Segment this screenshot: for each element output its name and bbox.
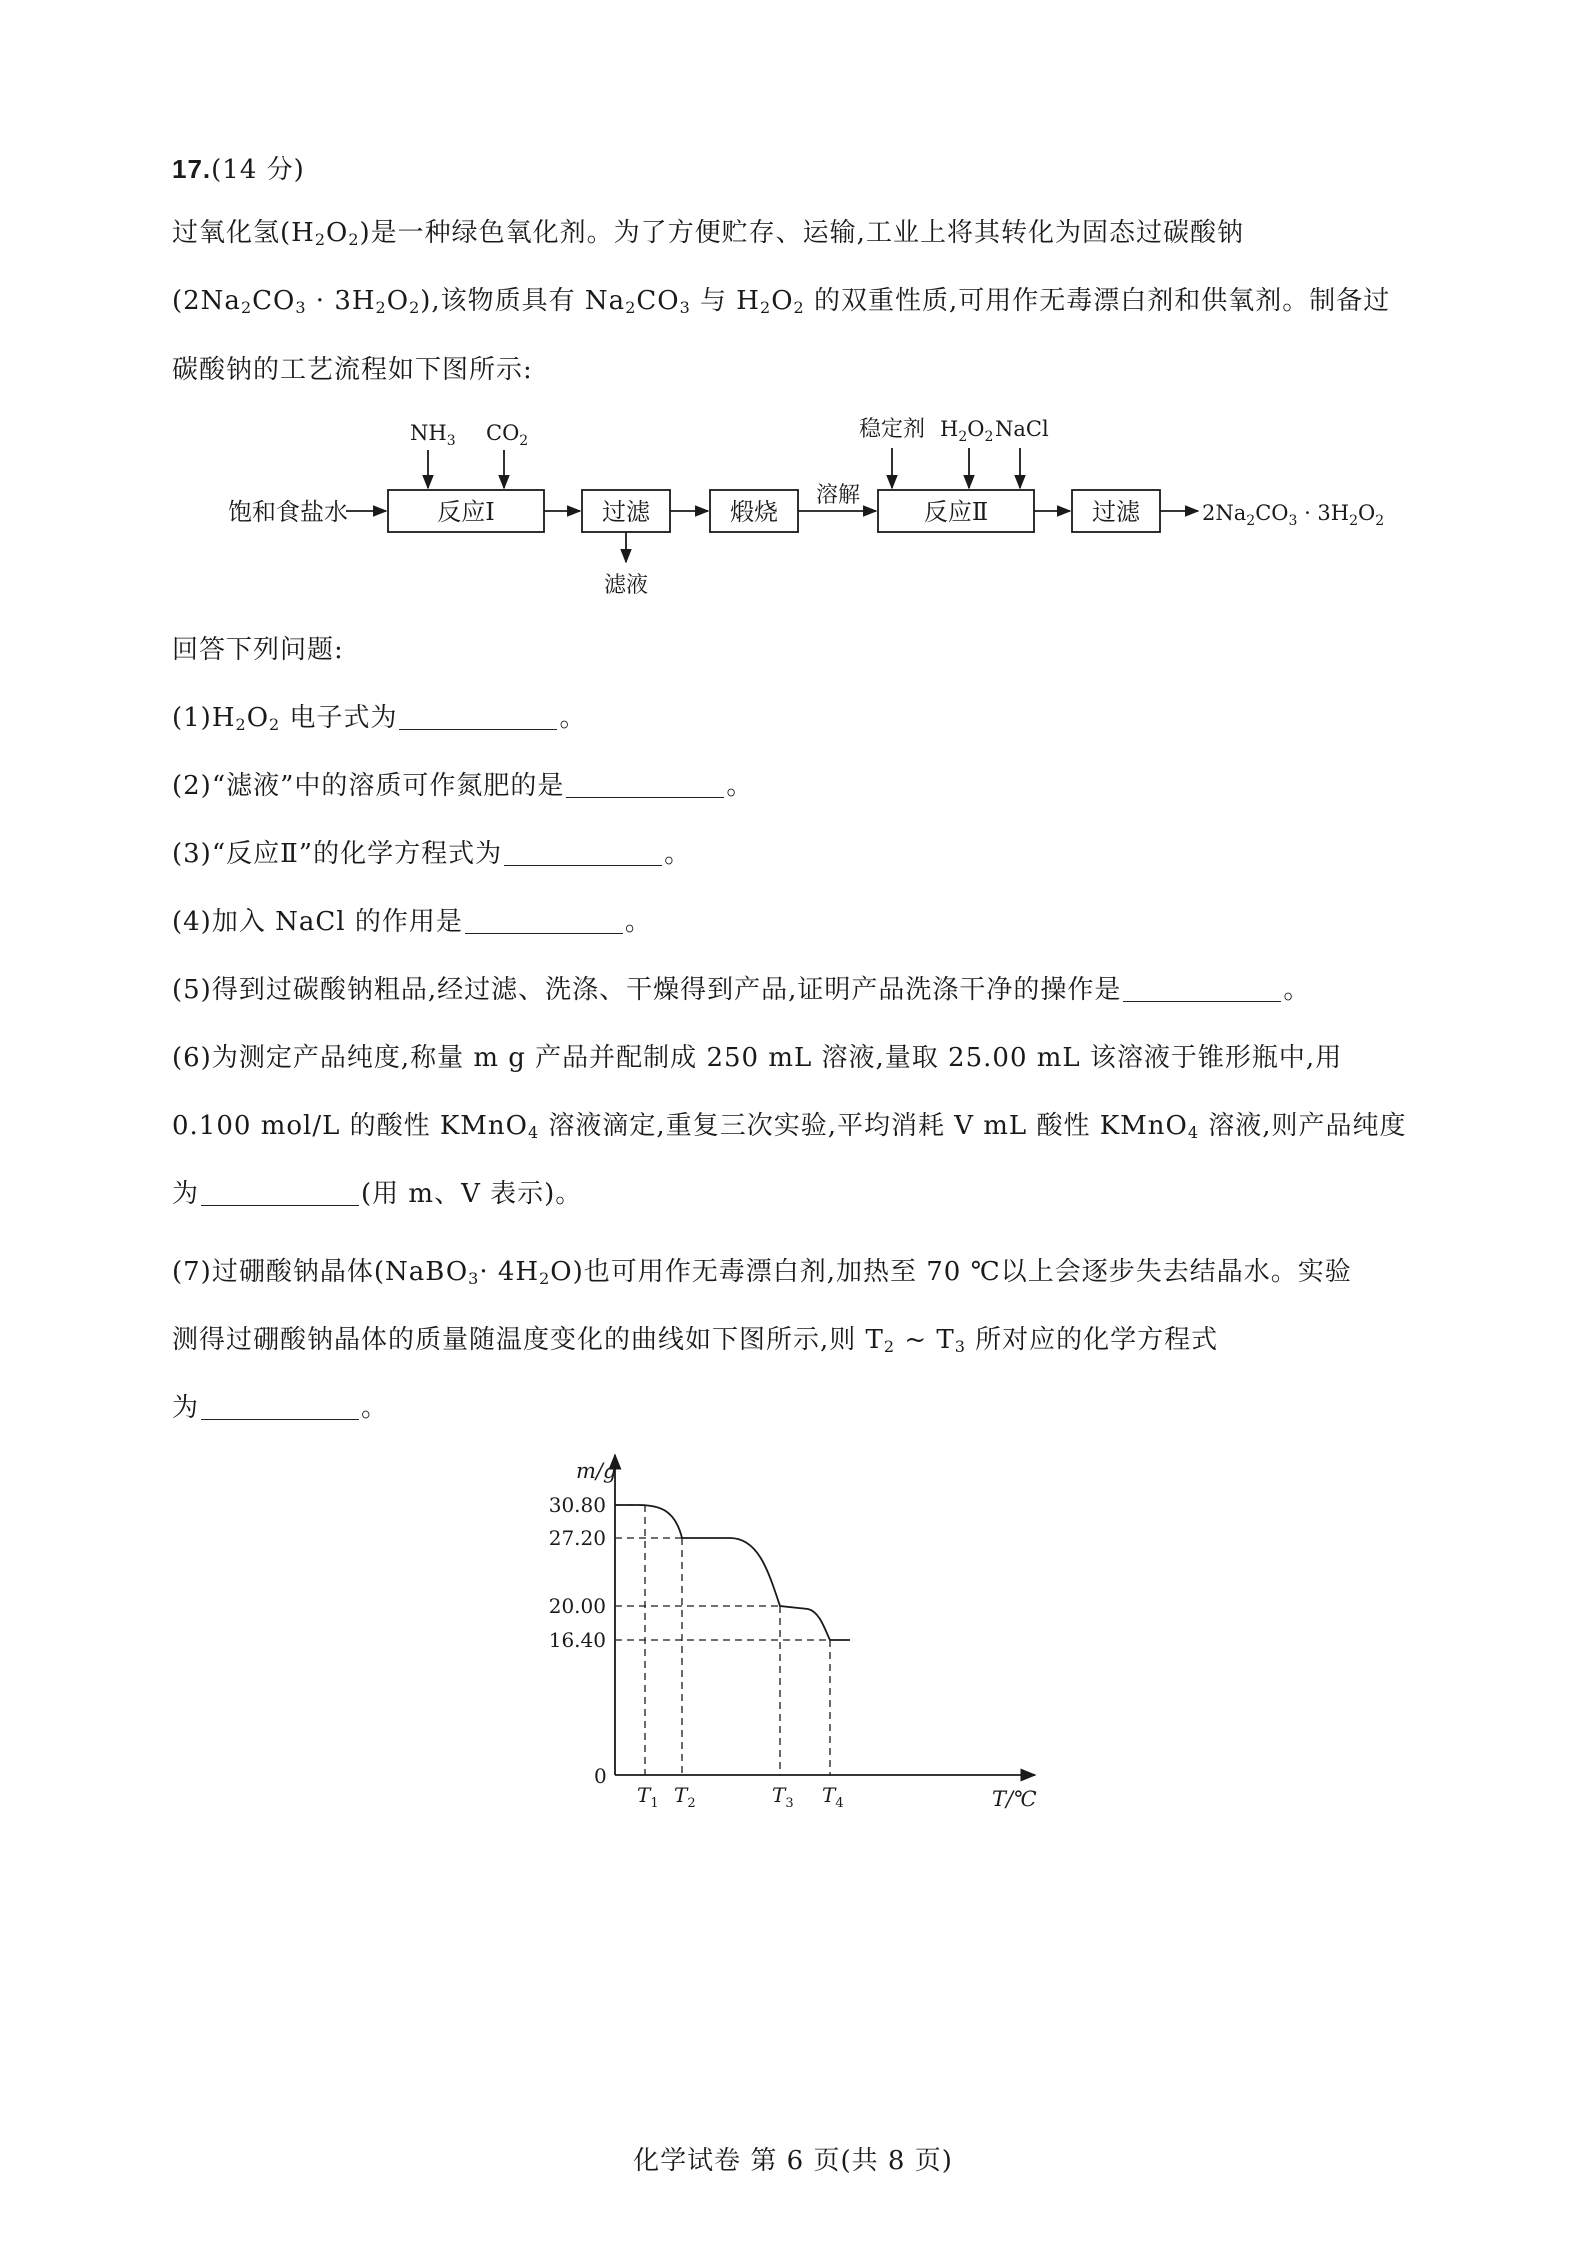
text: 。 [624,907,652,937]
sub: 2 [1375,513,1385,529]
sub: 2 [240,298,253,317]
origin-label: 0 [594,1764,607,1788]
sub: 2 [625,298,637,317]
item-1 [172,700,587,736]
text: O [386,286,410,316]
text: 碳酸钠的工艺流程如下图所示: [172,355,533,385]
mass-curve [615,1505,850,1640]
y-tick-label: 20.00 [548,1594,606,1618]
text: 为 [172,1179,200,1209]
intro-line-1 [172,215,1244,251]
sub: 2 [539,1269,551,1288]
label-dissolve: 溶解 [815,483,861,508]
y-axis-label: m/g [576,1459,617,1483]
sub: 3 [679,298,691,317]
label-nh3 [410,421,456,449]
text: O [771,286,794,316]
sub: 2 [1349,513,1359,529]
y-tick-label: 27.20 [548,1526,606,1550]
item-5 [172,972,1310,1008]
text: O)也可用作无毒漂白剂,加热至 70 ℃以上会逐步失去结晶水。实验 [550,1257,1352,1287]
question-header [172,151,305,188]
text: O [246,703,270,733]
text: 为 [172,1393,200,1423]
text: O [1358,501,1376,525]
label-stabilizer: 稳定剂 [858,417,926,442]
text: 过氧化氢(H [172,218,315,248]
text: 的双重性质,可用作无毒漂白剂和供氧剂。制备过 [804,286,1391,316]
x-tick-label [772,1783,794,1811]
text: · 3H [306,286,376,316]
x-tick-letter: T [822,1783,836,1807]
sub: 2 [269,715,281,734]
sub: 2 [793,298,805,317]
text: )是一种绿色氧化剂。为了方便贮存、运输,工业上将其转化为固态过碳酸钠 [359,218,1244,248]
answer-blank[interactable] [465,907,623,934]
x-tick-letter: T [637,1783,651,1807]
x-tick-sub: 1 [650,1796,659,1811]
x-tick-label [674,1783,696,1811]
x-tick-label [637,1783,659,1811]
item-6-line-2 [172,1108,1407,1144]
text: 。 [559,703,587,733]
text: CO [636,286,680,316]
text: O [967,417,985,441]
text: 溶液,则产品纯度 [1199,1111,1407,1141]
text: 溶液滴定,重复三次实验,平均消耗 V mL 酸性 KMnO [539,1111,1188,1141]
text: 。 [1283,975,1311,1005]
item-2 [172,768,753,804]
answer-blank[interactable] [566,771,724,798]
x-tick-letter: T [674,1783,688,1807]
box-filter-1-label: 过滤 [602,498,650,526]
text: (5)得到过碳酸钠粗品,经过滤、洗涤、干燥得到产品,证明产品洗涤干净的操作是 [172,975,1122,1005]
answer-blank[interactable] [201,1393,359,1420]
x-tick-sub: 4 [835,1796,844,1811]
label-filtrate: 滤液 [603,573,649,598]
y-tick-label: 30.80 [548,1493,606,1517]
sub: 2 [760,298,772,317]
label-h2o2 [940,417,993,445]
sub: 3 [954,1337,966,1356]
sub: 3 [1288,513,1298,529]
sub: 2 [348,230,360,249]
text: CO [486,421,520,445]
answer-blank[interactable] [504,839,662,866]
text: (4)加入 NaCl 的作用是 [172,907,463,937]
sub: 2 [958,429,968,445]
box-reaction-1-label: 反应Ⅰ [437,498,495,526]
text: 电子式为 [280,703,398,733]
text: 所对应的化学方程式 [965,1325,1219,1355]
intro-line-3 [172,352,533,388]
sub: 2 [1246,513,1256,529]
intro-line-2 [172,283,1390,319]
sub: 2 [984,429,994,445]
text: (1)H [172,703,236,733]
text: (2Na [172,286,241,316]
sub: 3 [446,433,456,449]
text: H [940,417,959,441]
text: 。 [361,1393,389,1423]
item-7-line-2 [172,1322,1218,1358]
answer-blank[interactable] [201,1179,359,1206]
y-tick-label: 16.40 [548,1628,606,1652]
text: (3)“反应Ⅱ”的化学方程式为 [172,839,503,869]
answers-intro: 回答下列问题: [172,635,344,665]
text: NH [410,421,447,445]
x-tick-letter: T [772,1783,786,1807]
sub: 2 [409,298,421,317]
sub: 3 [468,1269,480,1288]
text: · 4H [479,1257,540,1287]
flow-start: 饱和食盐水 [228,498,348,526]
text: (2)“滤液”中的溶质可作氮肥的是 [172,771,565,801]
text: ~ T [895,1325,955,1355]
x-tick-sub: 2 [687,1796,696,1811]
text: 0.100 mol/L 的酸性 KMnO [172,1111,528,1141]
question-points: (14 分) [211,155,305,185]
text: 与 H [690,286,760,316]
sub: 2 [883,1337,896,1356]
sub: 2 [314,230,327,249]
box-filter-2-label: 过滤 [1092,498,1140,526]
item-7-line-3 [172,1390,388,1426]
sub: 3 [295,298,307,317]
text: ),该物质具有 Na [420,286,626,316]
label-nacl: NaCl [995,417,1049,441]
sub: 4 [1187,1123,1200,1142]
text: 。 [726,771,754,801]
text: (7)过硼酸钠晶体(NaBO [172,1257,469,1287]
text: 。 [664,839,692,869]
text: CO [252,286,296,316]
box-reaction-2-label: 反应Ⅱ [923,498,989,526]
item-7-line-1 [172,1254,1352,1290]
text: 2Na [1202,501,1247,525]
sub: 2 [519,433,529,449]
sub: 2 [235,715,247,734]
box-calcine-label: 煅烧 [730,498,778,526]
flow-product [1202,501,1384,529]
text: (用 m、V 表示)。 [361,1179,583,1209]
text: CO [1255,501,1289,525]
mass-temperature-chart [530,1440,1070,1820]
text: 测得过硼酸钠晶体的质量随温度变化的曲线如下图所示,则 T [172,1325,884,1355]
sub: 2 [375,298,387,317]
text: O [326,218,349,248]
sub: 4 [527,1123,540,1142]
label-co2 [486,421,528,449]
item-3 [172,836,691,872]
item-4 [172,904,652,940]
process-flow-diagram [0,400,1586,610]
page-footer: 化学试卷 第 6 页(共 8 页) [633,2146,953,2176]
answer-blank[interactable] [1123,975,1281,1002]
question-number: 17. [172,154,212,184]
x-axis-label: T/℃ [992,1787,1037,1811]
item-6-line-1 [172,1040,1342,1076]
x-tick-label [822,1783,844,1811]
answer-blank[interactable] [399,703,557,730]
text: · 3H [1297,501,1350,525]
x-tick-sub: 3 [785,1796,794,1811]
item-6-line-3 [172,1176,582,1212]
text: (6)为测定产品纯度,称量 m g 产品并配制成 250 mL 溶液,量取 25.00 mL 该溶液于锥形瓶中,用 [172,1043,1343,1073]
